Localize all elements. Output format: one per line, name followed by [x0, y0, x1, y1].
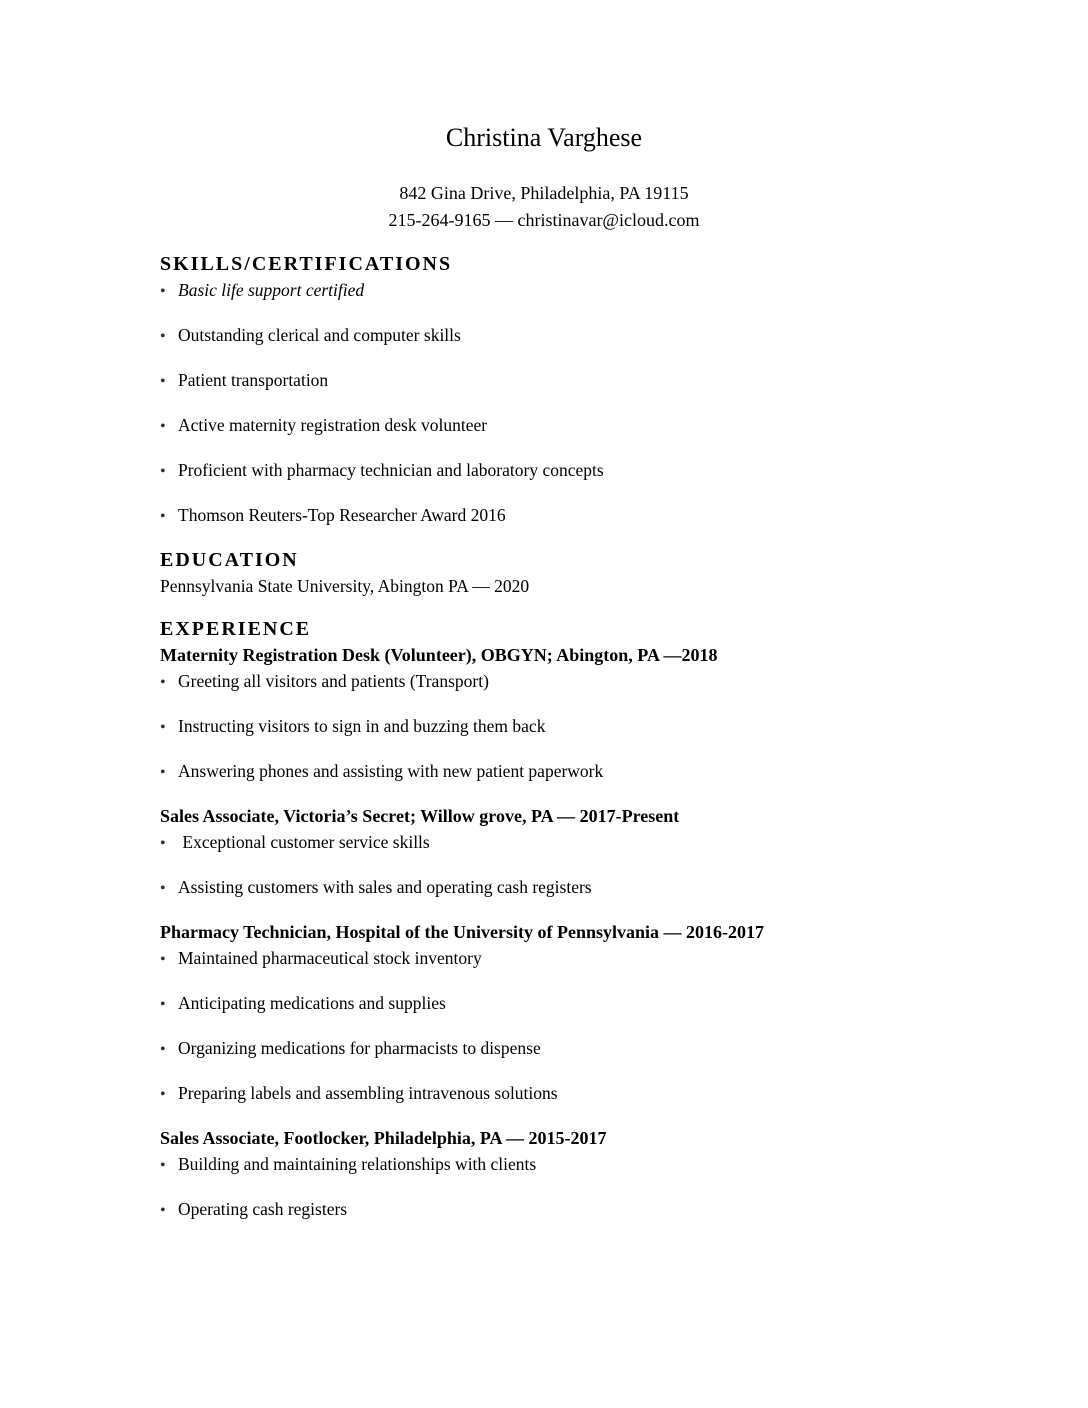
bullet-icon: •	[160, 835, 166, 852]
job-heading: Sales Associate, Victoria’s Secret; Willow grove, PA — 2017-Present	[160, 806, 680, 826]
skill-item-text: Thomson Reuters-Top Researcher Award 2016	[178, 505, 506, 525]
bullet-icon: •	[160, 880, 166, 897]
job-bullet	[160, 874, 928, 902]
bullet-icon: •	[160, 674, 166, 691]
job-heading: Maternity Registration Desk (Volunteer), OBGYN; Abington, PA —2018	[160, 645, 718, 665]
skill-item	[160, 412, 928, 440]
bullet-icon: •	[160, 373, 166, 390]
education-line: Pennsylvania State University, Abington PA — 2020	[160, 576, 530, 596]
skill-item-text: Basic life support certified	[178, 280, 365, 300]
bullet-icon: •	[160, 996, 166, 1013]
job-entry	[160, 803, 928, 902]
section-title-experience: EXPERIENCE	[160, 618, 312, 640]
bullet-icon: •	[160, 328, 166, 345]
skill-item	[160, 367, 928, 395]
skill-item	[160, 277, 928, 305]
job-bullet-text: Building and maintaining relationships with clients	[178, 1154, 537, 1174]
bullet-icon: •	[160, 1157, 166, 1174]
section-education	[160, 547, 928, 599]
skill-item-text: Patient transportation	[178, 370, 329, 390]
job-bullet	[160, 1196, 928, 1224]
job-entry	[160, 1125, 928, 1224]
skill-item-text: Proficient with pharmacy technician and laboratory concepts	[178, 460, 604, 480]
job-heading: Pharmacy Technician, Hospital of the University of Pennsylvania — 2016-2017	[160, 922, 765, 942]
bullet-icon: •	[160, 463, 166, 480]
skill-item	[160, 322, 928, 350]
job-entry	[160, 919, 928, 1108]
skill-item-text: Outstanding clerical and computer skills	[178, 325, 461, 345]
job-bullet	[160, 1035, 928, 1063]
job-bullet-text: Assisting customers with sales and operating cash registers	[178, 877, 592, 897]
bullet-icon: •	[160, 508, 166, 525]
address-line: 842 Gina Drive, Philadelphia, PA 19115	[399, 183, 689, 203]
resume-name: Christina Varghese	[445, 123, 643, 152]
bullet-icon: •	[160, 1086, 166, 1103]
job-bullet-text: Answering phones and assisting with new patient paperwork	[178, 761, 604, 781]
job-entry	[160, 642, 928, 786]
section-skills	[160, 251, 928, 530]
contact-block	[160, 180, 928, 234]
job-bullet-text: Preparing labels and assembling intravenous solutions	[178, 1083, 558, 1103]
job-bullet	[160, 758, 928, 786]
job-bullet	[160, 668, 928, 696]
job-bullet-text: Exceptional customer service skills	[178, 832, 430, 852]
job-bullet-text: Organizing medications for pharmacists to dispense	[178, 1038, 541, 1058]
contact-line: 215-264-9165 — christinavar@icloud.com	[388, 210, 700, 230]
job-bullet	[160, 990, 928, 1018]
job-bullet-text: Anticipating medications and supplies	[178, 993, 446, 1013]
job-bullet-text: Maintained pharmaceutical stock inventory	[178, 948, 482, 968]
job-bullet-text: Greeting all visitors and patients (Transport)	[178, 671, 489, 691]
bullet-icon: •	[160, 951, 166, 968]
job-bullet	[160, 829, 928, 857]
skill-item	[160, 457, 928, 485]
bullet-icon: •	[160, 418, 166, 435]
job-bullet-text: Operating cash registers	[178, 1199, 348, 1219]
bullet-icon: •	[160, 1041, 166, 1058]
job-bullet	[160, 945, 928, 973]
job-bullet-text: Instructing visitors to sign in and buzzing them back	[178, 716, 546, 736]
skill-item	[160, 502, 928, 530]
bullet-icon: •	[160, 283, 166, 300]
job-bullet	[160, 1151, 928, 1179]
section-title-skills: SKILLS/CERTIFICATIONS	[160, 253, 453, 275]
job-bullet	[160, 1080, 928, 1108]
bullet-icon: •	[160, 1202, 166, 1219]
section-experience	[160, 616, 928, 1224]
bullet-icon: •	[160, 764, 166, 781]
bullet-icon: •	[160, 719, 166, 736]
skill-item-text: Active maternity registration desk volunteer	[178, 415, 488, 435]
section-title-education: EDUCATION	[160, 549, 299, 571]
job-bullet	[160, 713, 928, 741]
job-heading: Sales Associate, Footlocker, Philadelphia, PA — 2015-2017	[160, 1128, 607, 1148]
